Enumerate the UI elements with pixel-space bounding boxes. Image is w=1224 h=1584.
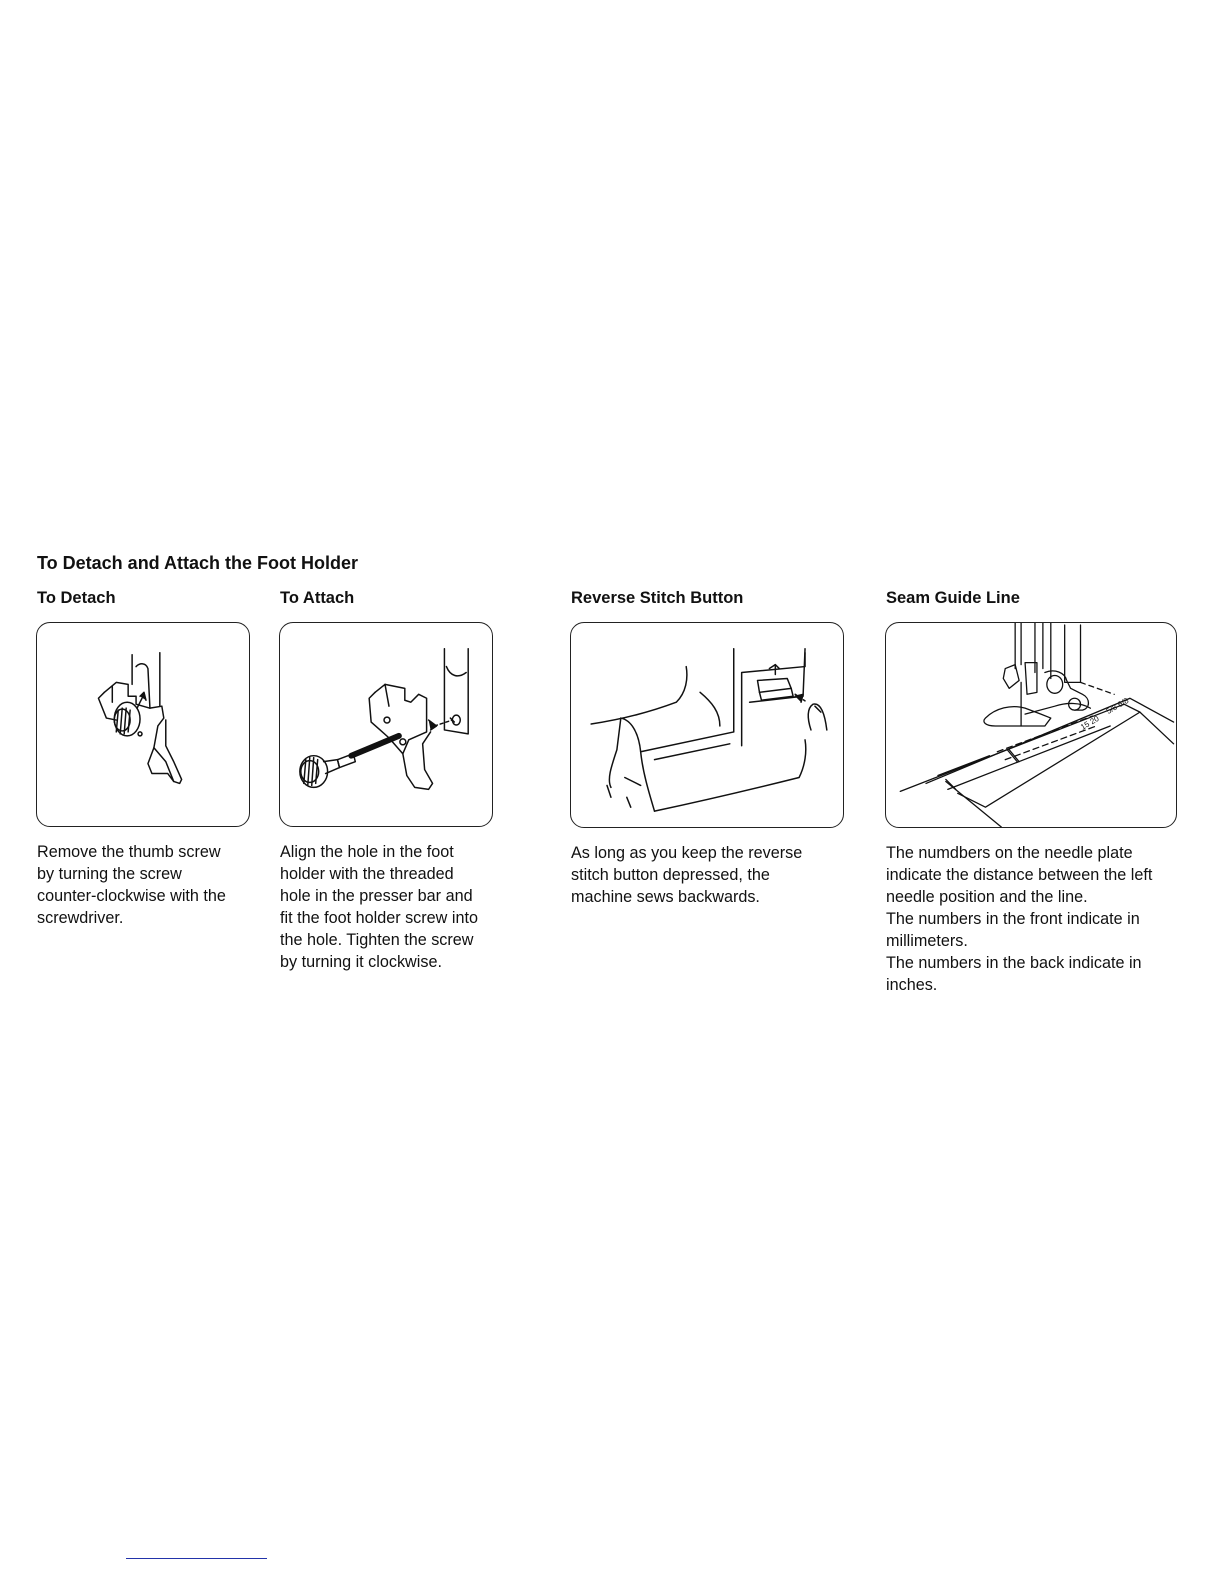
reverse-stitch-button-drawing	[571, 623, 843, 827]
reverse-instructions	[571, 842, 841, 908]
seam-line-7: inches.	[886, 976, 938, 994]
foot-holder-attach-drawing	[280, 623, 492, 826]
detach-line-4: screwdriver.	[37, 909, 124, 927]
detach-instructions	[37, 841, 257, 929]
seam-illustration	[885, 622, 1177, 828]
seam-instructions	[886, 842, 1186, 996]
seam-line-2: indicate the distance between the left	[886, 866, 1153, 884]
detach-heading: To Detach	[37, 589, 116, 607]
needle-plate-seam-guide-drawing	[886, 623, 1176, 827]
seam-line-4: The numbers in the front indicate in	[886, 910, 1140, 928]
attach-illustration	[279, 622, 493, 827]
plate-marking-back: 5/8 6/8	[1104, 695, 1131, 716]
detach-line-1: Remove the thumb screw	[37, 843, 221, 861]
reverse-line-1: As long as you keep the reverse	[571, 844, 803, 862]
reverse-line-3: machine sews backwards.	[571, 888, 760, 906]
detach-illustration	[36, 622, 250, 827]
plate-marking-front: 15 20	[1078, 713, 1101, 732]
attach-line-5: the hole. Tighten the screw	[280, 931, 474, 949]
attach-line-6: by turning it clockwise.	[280, 953, 442, 971]
reverse-heading: Reverse Stitch Button	[571, 589, 744, 607]
attach-line-1: Align the hole in the foot	[280, 843, 454, 861]
seam-line-5: millimeters.	[886, 932, 968, 950]
detach-line-3: counter-clockwise with the	[37, 887, 226, 905]
attach-line-4: fit the foot holder screw into	[280, 909, 478, 927]
attach-line-3: hole in the presser bar and	[280, 887, 473, 905]
reverse-illustration	[570, 622, 844, 828]
page-title: To Detach and Attach the Foot Holder	[37, 553, 359, 573]
seam-line-6: The numbers in the back indicate in	[886, 954, 1142, 972]
footer-rule	[126, 1558, 267, 1559]
attach-instructions	[280, 841, 505, 973]
seam-line-3: needle position and the line.	[886, 888, 1088, 906]
thumb-screw-detach-drawing	[37, 623, 249, 826]
seam-heading: Seam Guide Line	[886, 589, 1020, 607]
seam-line-1: The numdbers on the needle plate	[886, 844, 1133, 862]
detach-line-2: by turning the screw	[37, 865, 182, 883]
reverse-line-2: stitch button depressed, the	[571, 866, 770, 884]
attach-heading: To Attach	[280, 589, 355, 607]
attach-line-2: holder with the threaded	[280, 865, 454, 883]
